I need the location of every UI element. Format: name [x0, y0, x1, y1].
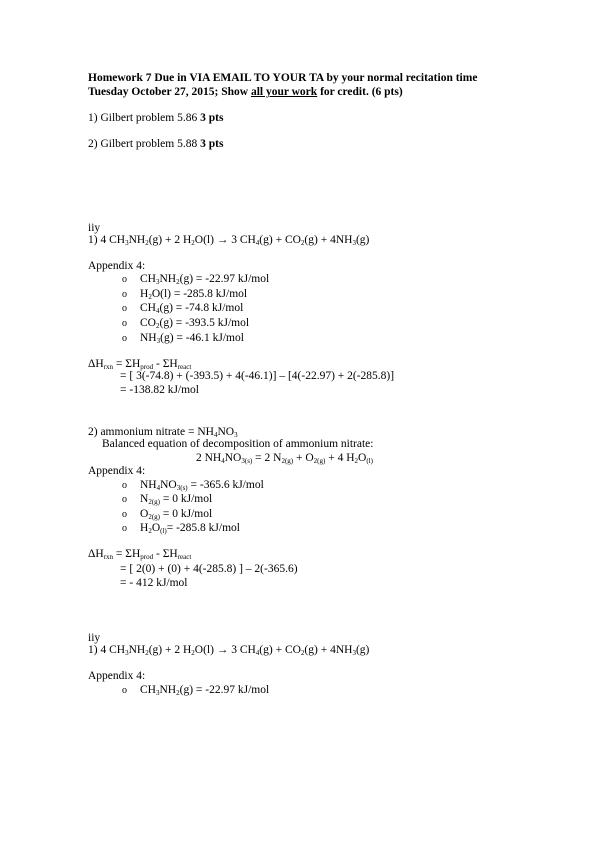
- enthalpy-formula: $\Delta H_{rxn} = \Sigma H_{prod} - \Sigma H_{react}$: [88, 548, 192, 561]
- bullet-icon: o: [122, 333, 127, 344]
- calc-result: = -138.82 kJ/mol: [120, 384, 200, 396]
- decomposition-equation: 2 $NH_4NO_{3(s)} = 2$ $N_{2(g)} + O_{2(g)} + 4$ $H_2O_{(l)}$: [196, 452, 373, 465]
- bullet-icon: o: [122, 494, 127, 505]
- enthalpy-item: $H_2O_{(l)}= -285.8$ kJ/mol: [140, 522, 240, 535]
- section-description: Balanced equation of decomposition of ammonium nitrate:: [102, 438, 374, 450]
- enthalpy-item: $CH_3NH_2(g) = -22.97$ kJ/mol: [140, 273, 270, 286]
- arrow-icon: →: [216, 234, 229, 246]
- arrow-icon: →: [216, 644, 229, 656]
- section-tag: iiy: [88, 222, 101, 234]
- problem-item: 2) Gilbert problem 5.88 3 pts: [88, 138, 224, 150]
- bullet-icon: o: [122, 318, 127, 329]
- assignment-title: Homework 7 Due in VIA EMAIL TO YOUR TA by your normal recitation time: [88, 72, 478, 84]
- section-lead: 2) ammonium nitrate = $NH_4NO_3$: [88, 426, 238, 439]
- bullet-icon: o: [122, 509, 127, 520]
- enthalpy-item: $O_{2(g)} = 0$ kJ/mol: [140, 508, 213, 521]
- bullet-icon: o: [122, 274, 127, 285]
- enthalpy-item: $N_{2(g)} = 0$ kJ/mol: [140, 493, 213, 506]
- enthalpy-item: $H_2O(l) = -285.8$ kJ/mol: [140, 288, 248, 301]
- enthalpy-item: $NH_4NO_{3(s)} = -365.6$ kJ/mol: [140, 479, 264, 492]
- problem-item: 1) Gilbert problem 5.86 3 pts: [88, 112, 224, 124]
- enthalpy-item: $CH_3NH_2(g) = -22.97$ kJ/mol: [140, 684, 270, 697]
- section-tag: iiy: [88, 632, 101, 644]
- reaction-equation: 1) 4 $CH_3NH_2(g) + 2$ $H_2O(l) \to 3$ $CH_4(g) + CO_2(g) + 4NH_3(g)$: [88, 234, 370, 247]
- enthalpy-item: $CO_2(g) = -393.5$ kJ/mol: [140, 317, 250, 330]
- appendix-heading: Appendix 4:: [88, 465, 146, 477]
- bullet-icon: o: [122, 303, 127, 314]
- bullet-icon: o: [122, 480, 127, 491]
- enthalpy-item: $NH_3(g) = -46.1$ kJ/mol: [140, 332, 244, 345]
- bullet-icon: o: [122, 685, 127, 696]
- appendix-heading: Appendix 4:: [88, 670, 146, 682]
- bullet-icon: o: [122, 523, 127, 534]
- reaction-equation: 1) 4 $CH_3NH_2(g) + 2$ $H_2O(l) \to 3$ $CH_4(g) + CO_2(g) + 4NH_3(g)$: [88, 644, 370, 657]
- calc-result: = - 412 kJ/mol: [120, 577, 188, 589]
- calc-line: = [ 3(-74.8) + (-393.5) + 4(-46.1)] – [4(-22.97) + 2(-285.8)]: [120, 370, 395, 382]
- bullet-icon: o: [122, 289, 127, 300]
- appendix-heading: Appendix 4:: [88, 260, 146, 272]
- enthalpy-formula: $\Delta H_{rxn} = \Sigma H_{prod} - \Sigma H_{react}$: [88, 358, 192, 371]
- calc-line: = [ 2(0) + (0) + 4(-285.8) ] – 2(-365.6): [120, 563, 298, 575]
- due-date-line: Tuesday October 27, 2015; Show all your work for credit. (6 pts): [88, 86, 403, 98]
- enthalpy-item: $CH_4(g) = -74.8$ kJ/mol: [140, 302, 244, 315]
